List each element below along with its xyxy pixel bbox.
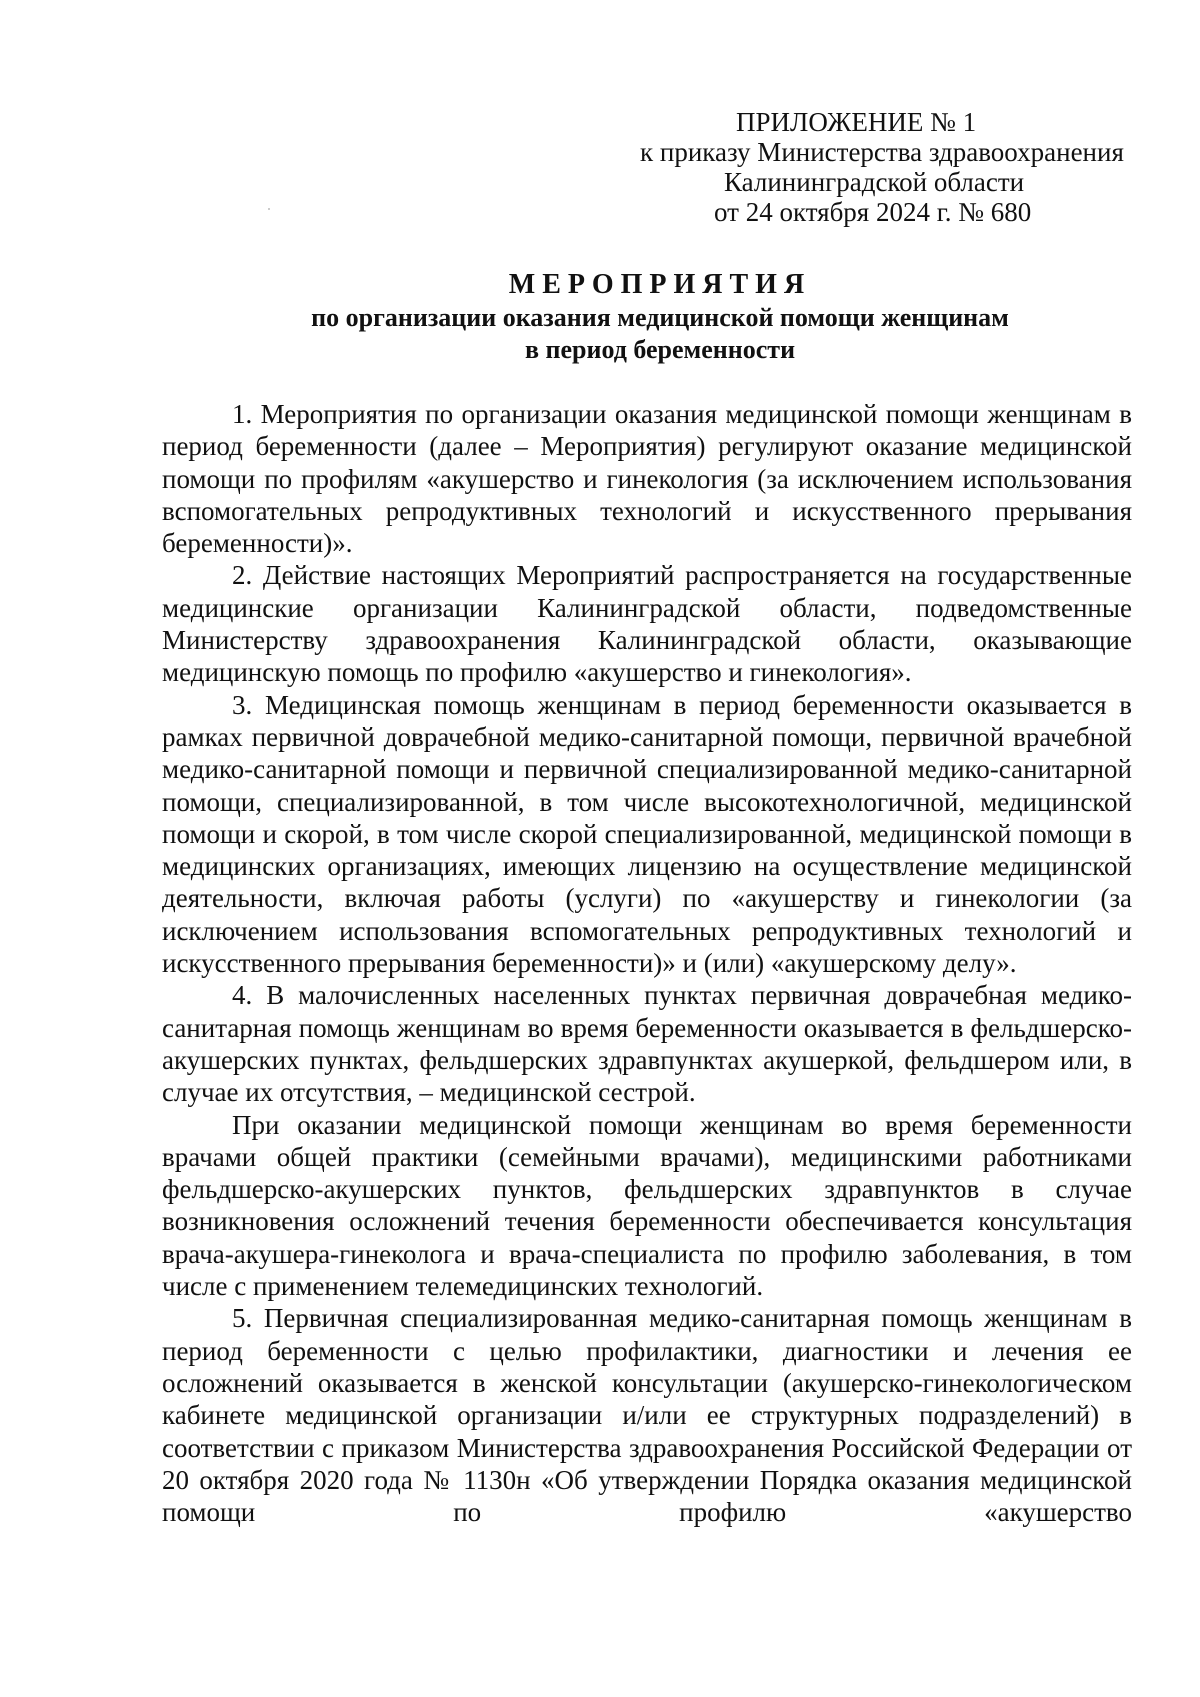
annex-date: от 24 октября 2024 г. № 680 [714, 197, 1032, 227]
scan-artifact [268, 208, 270, 210]
annex-order-ref: к приказу Министерства здравоохранения [640, 137, 1124, 167]
paragraph-3: 3. Медицинская помощь женщинам в период беременности оказывается в рамках первичной доврачебной медико-санитарной помощи, первичной врачебной медико-санитарной помощи и первичной специализированной медико-санитарной помощи, специализированной, в том числе высокотехнологичной, медицинской помощи и скорой, в том числе скорой специализированной, медицинской помощи в медицинских организациях, имеющих лицензию на осуществление медицинской деятельности, включая работы (услуги) по «акушерству и гинекологии (за исключением использования вспомогательных репродуктивных технологий и искусственного прерывания беременности)» и (или) «акушерскому делу». [162, 689, 1132, 979]
paragraph-1: 1. Мероприятия по организации оказания медицинской помощи женщинам в период беременности (далее – Мероприятия) регулируют оказание медицинской помощи по профилям «акушерство и гинекология (за исключением использования вспомогательных репродуктивных технологий и искусственного прерывания беременности)». [162, 399, 1132, 559]
paragraph-2: 2. Действие настоящих Мероприятий распространяется на государственные медицинские организации Калининградской области, подведомственные Министерству здравоохранения Калининградской области, оказывающие медицинскую помощь по профилю «акушерство и гинекология». [162, 560, 1132, 688]
annex-number: ПРИЛОЖЕНИЕ № 1 [736, 107, 977, 137]
annex-header [640, 107, 1124, 227]
document-title [160, 268, 1160, 366]
paragraph-4: 4. В малочисленных населенных пунктах первичная доврачебная медико-санитарная помощь женщинам во время беременности оказывается в фельдшерско-акушерских пунктах, фельдшерских здравпунктах акушеркой, фельдшером или, в случае их отсутствия, – медицинской сестрой. [162, 980, 1132, 1108]
title-subtitle-1: по организации оказания медицинской помощи женщинам [311, 303, 1009, 332]
paragraph-5: 5. Первичная специализированная медико-санитарная помощь женщинам в период беременности с целью профилактики, диагностики и лечения ее осложнений оказывается в женской консультации (акушерско-гинекологическом кабинете медицинской организации и/или ее структурных подразделений) в соответствии с приказом Министерства здравоохранения Российской Федерации от 20 октября 2020 года № 1130н «Об утверждении Порядка оказания медицинской помощи по профилю «акушерство [162, 1303, 1132, 1528]
annex-region: Калининградской области [724, 167, 1025, 197]
title-main: МЕРОПРИЯТИЯ [508, 269, 812, 300]
paragraph-4-continued: При оказании медицинской помощи женщинам во время беременности врачами общей практики (семейными врачами), медицинскими работниками фельдшерско-акушерских пунктов, фельдшерских здравпунктов в случае возникновения осложнений течения беременности обеспечивается консультация врача-акушера-гинеколога и врача-специалиста по профилю заболевания, в том числе с применением телемедицинских технологий. [162, 1109, 1132, 1302]
document-body [162, 398, 1132, 1528]
title-subtitle-2: в период беременности [524, 335, 796, 364]
